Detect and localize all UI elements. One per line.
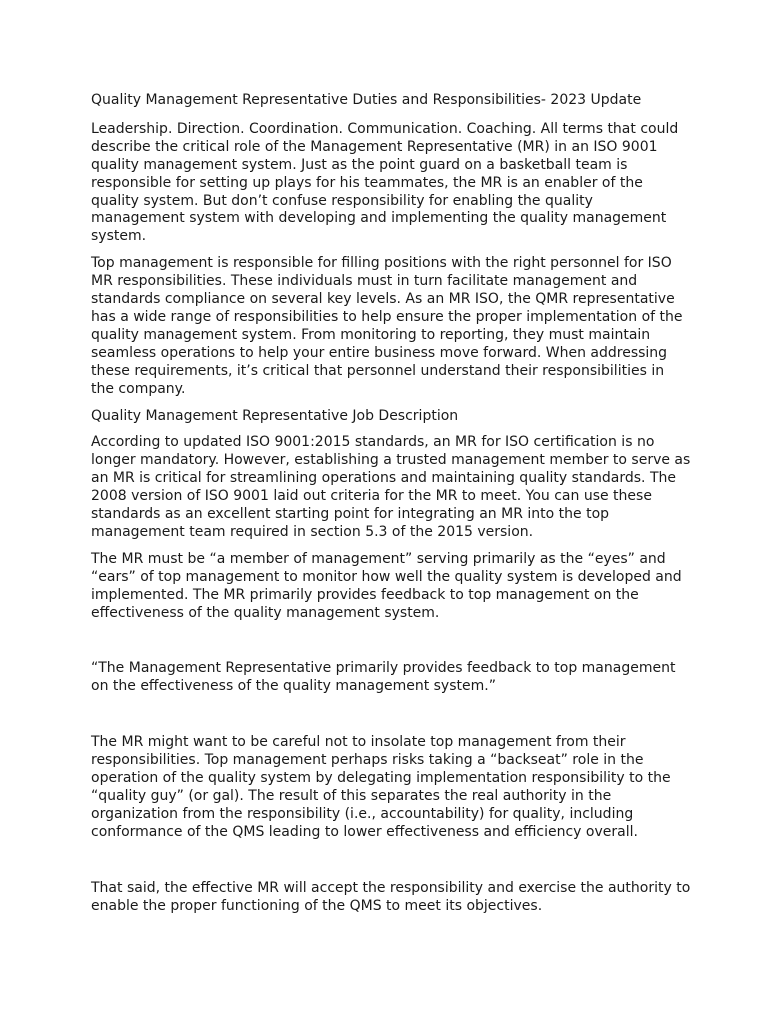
intro-paragraph-2: Top management is responsible for filling positions with the right personnel for ISO MR responsibilities. These individuals must in turn facilitate management and standards compliance on several key levels. As an MR ISO, the QMR representative has a wide range of responsibilities to help ensure the proper implementation of the quality management system. From monitoring to reporting, they must maintain seamless operations to help your entire business move forward. When addressing these requirements, it’s critical that personnel understand their responsibilities in the company. bbox=[91, 255, 683, 397]
closing-paragraph-2: That said, the effective MR will accept the responsibility and exercise the authority to enable the proper functioning of the QMS to meet its objectives. bbox=[91, 879, 691, 914]
intro-paragraph-1: Leadership. Direction. Coordination. Communication. Coaching. All terms that could describe the critical role of the Management Representative (MR) in an ISO 9001 quality management system. Just as the point guard on a basketball team is responsible for setting up plays for his teammates, the MR is an enabler of the quality system. But don’t confuse responsibility for enabling the quality management system with developing and implementing the quality management system. bbox=[91, 120, 679, 245]
closing-paragraph-1: The MR might want to be careful not to insolate top management from their responsibilities. Top management perhaps risks taking a “backseat” role in the operation of the quality system by delegating implementation responsibility to the “quality guy” (or gal). The result of this separates the real authority in the organization from the responsibility (i.e., accountability) for quality, including conformance of the QMS leading to lower effectiveness and efficiency overall. bbox=[91, 734, 671, 840]
section-heading: Quality Management Representative Job Description bbox=[91, 407, 459, 424]
document-page bbox=[91, 92, 691, 916]
document-title: Quality Management Representative Duties and Responsibilities- 2023 Update bbox=[91, 92, 642, 108]
pull-quote: “The Management Representative primarily provides feedback to top management on the effectiveness of the quality management system.” bbox=[91, 660, 676, 695]
section-paragraph-1: According to updated ISO 9001:2015 standards, an MR for ISO certification is no longer mandatory. However, establishing a trusted management member to serve as an MR is critical for streamlining operations and maintaining quality standards. The 2008 version of ISO 9001 laid out criteria for the MR to meet. You can use these standards as an excellent starting point for integrating an MR into the top management team required in section 5.3 of the 2015 version. bbox=[91, 434, 691, 540]
section-paragraph-2: The MR must be “a member of management” serving primarily as the “eyes” and “ears” of top management to monitor how well the quality system is developed and implemented. The MR primarily provides feedback to top management on the effectiveness of the quality management system. bbox=[91, 550, 682, 621]
